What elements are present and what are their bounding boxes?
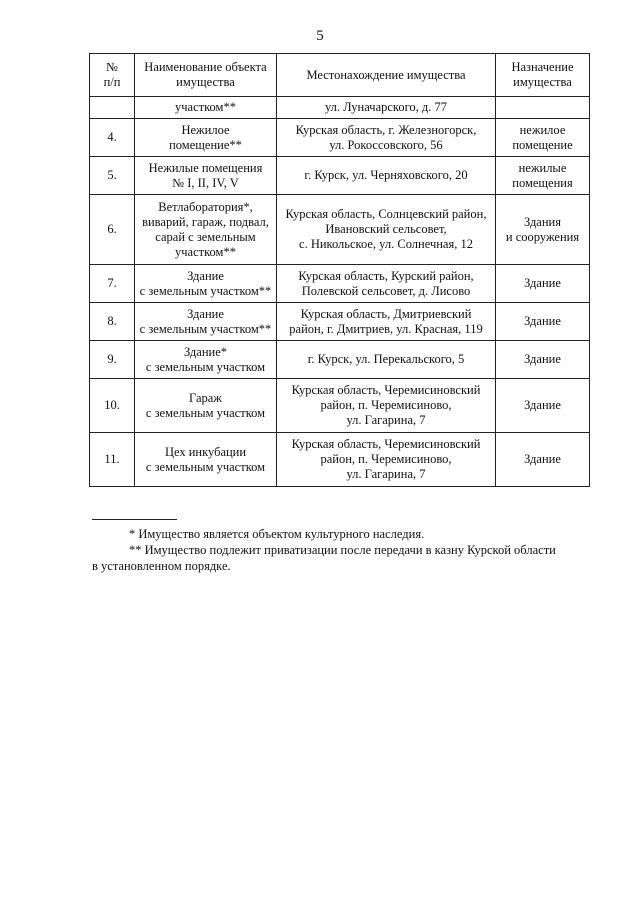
location-text: Курская область, г. Железногорск, ул. Рокоссовского, 56 bbox=[295, 122, 477, 152]
row-number-text: 5. bbox=[107, 168, 117, 182]
location-text: Курская область, Курский район, Полевской сельсовет, д. Лисово bbox=[298, 268, 474, 298]
purpose-text: Здание bbox=[524, 276, 561, 290]
table-row bbox=[90, 265, 590, 303]
object-name-text: Цех инкубации с земельным участком bbox=[145, 444, 266, 474]
location-cell bbox=[277, 97, 496, 119]
purpose-cell bbox=[496, 195, 590, 265]
location-cell bbox=[277, 157, 496, 195]
location-cell bbox=[277, 303, 496, 341]
footnote-divider bbox=[92, 519, 177, 520]
purpose-cell bbox=[496, 97, 590, 119]
header-location bbox=[277, 54, 496, 97]
purpose-cell bbox=[496, 157, 590, 195]
row-number-cell bbox=[90, 157, 135, 195]
location-cell bbox=[277, 341, 496, 379]
page-number: 5 bbox=[316, 28, 324, 44]
purpose-text: Здание bbox=[524, 314, 561, 328]
location-text: ул. Луначарского, д. 77 bbox=[324, 100, 448, 114]
purpose-cell bbox=[496, 265, 590, 303]
table-row bbox=[90, 97, 590, 119]
object-name-text: Здание с земельным участком** bbox=[139, 306, 272, 336]
object-name-cell bbox=[135, 119, 277, 157]
object-name-cell bbox=[135, 195, 277, 265]
object-name-text: Нежилые помещения № I, II, IV, V bbox=[148, 160, 263, 190]
object-name-cell bbox=[135, 433, 277, 487]
header-number bbox=[90, 54, 135, 97]
location-cell bbox=[277, 379, 496, 433]
object-name-cell bbox=[135, 303, 277, 341]
row-number-cell bbox=[90, 433, 135, 487]
object-name-text: участком** bbox=[175, 100, 236, 114]
header-object-name bbox=[135, 54, 277, 97]
object-name-text: Здание* с земельным участком bbox=[145, 344, 266, 374]
object-name-cell bbox=[135, 157, 277, 195]
table-row bbox=[90, 303, 590, 341]
location-text: Курская область, Черемисиновский район, п. Черемисиново, ул. Гагарина, 7 bbox=[291, 437, 481, 481]
row-number-cell bbox=[90, 379, 135, 433]
table-row bbox=[90, 119, 590, 157]
footnote-cultural-heritage: * Имущество является объектом культурного наследия. bbox=[129, 527, 425, 541]
purpose-cell bbox=[496, 379, 590, 433]
footnote-privatization-continued: в установленном порядке. bbox=[92, 559, 231, 573]
table-row bbox=[90, 341, 590, 379]
object-name-cell bbox=[135, 97, 277, 119]
row-number-cell bbox=[90, 119, 135, 157]
row-number-cell bbox=[90, 97, 135, 119]
row-number-cell bbox=[90, 341, 135, 379]
header-number-text: № п/п bbox=[103, 60, 121, 89]
row-number-cell bbox=[90, 265, 135, 303]
purpose-cell bbox=[496, 341, 590, 379]
object-name-cell bbox=[135, 341, 277, 379]
table-body bbox=[90, 97, 590, 487]
location-text: г. Курск, ул. Черняховского, 20 bbox=[304, 168, 468, 182]
header-location-text: Местонахождение имущества bbox=[306, 67, 466, 82]
table-row bbox=[90, 157, 590, 195]
row-number-text: 7. bbox=[107, 276, 117, 290]
location-cell bbox=[277, 433, 496, 487]
header-object-name-text: Наименование объекта имущества bbox=[144, 60, 267, 89]
header-purpose bbox=[496, 54, 590, 97]
footnotes bbox=[92, 519, 592, 574]
purpose-cell bbox=[496, 433, 590, 487]
table-row bbox=[90, 195, 590, 265]
row-number-text: 4. bbox=[107, 130, 117, 144]
purpose-cell bbox=[496, 119, 590, 157]
purpose-text: нежилое помещение bbox=[512, 122, 573, 152]
row-number-text: 11. bbox=[104, 452, 120, 466]
location-text: Курская область, Солнцевский район, Ивановский сельсовет, с. Никольское, ул. Солнечная, 12 bbox=[285, 207, 487, 251]
table-row bbox=[90, 379, 590, 433]
purpose-text: нежилые помещения bbox=[512, 160, 573, 190]
object-name-cell bbox=[135, 265, 277, 303]
property-table bbox=[89, 53, 590, 487]
object-name-text: Нежилое помещение** bbox=[169, 122, 242, 152]
location-cell bbox=[277, 265, 496, 303]
location-text: г. Курск, ул. Перекальского, 5 bbox=[307, 352, 465, 366]
purpose-text: Здание bbox=[524, 352, 561, 366]
row-number-cell bbox=[90, 195, 135, 265]
object-name-text: Ветлаборатория*, виварий, гараж, подвал, сарай с земельным участком** bbox=[142, 199, 269, 259]
header-purpose-text: Назначение имущества bbox=[511, 60, 574, 89]
location-text: Курская область, Дмитриевский район, г. Дмитриев, ул. Красная, 119 bbox=[289, 306, 483, 336]
purpose-text: Здание bbox=[524, 398, 561, 412]
table-header-row bbox=[90, 54, 590, 97]
purpose-cell bbox=[496, 303, 590, 341]
row-number-text: 9. bbox=[107, 352, 117, 366]
row-number-text: 6. bbox=[107, 222, 117, 236]
row-number-text: 8. bbox=[107, 314, 117, 328]
footnote-privatization: ** Имущество подлежит приватизации после передачи в казну Курской области bbox=[129, 543, 556, 557]
row-number-text: 10. bbox=[104, 398, 120, 412]
table-row bbox=[90, 433, 590, 487]
location-cell bbox=[277, 195, 496, 265]
purpose-text: Здание bbox=[524, 452, 561, 466]
object-name-text: Здание с земельным участком** bbox=[139, 268, 272, 298]
object-name-text: Гараж с земельным участком bbox=[145, 390, 266, 420]
row-number-cell bbox=[90, 303, 135, 341]
purpose-text: Здания и сооружения bbox=[505, 214, 580, 244]
location-text: Курская область, Черемисиновский район, п. Черемисиново, ул. Гагарина, 7 bbox=[291, 383, 481, 427]
object-name-cell bbox=[135, 379, 277, 433]
location-cell bbox=[277, 119, 496, 157]
